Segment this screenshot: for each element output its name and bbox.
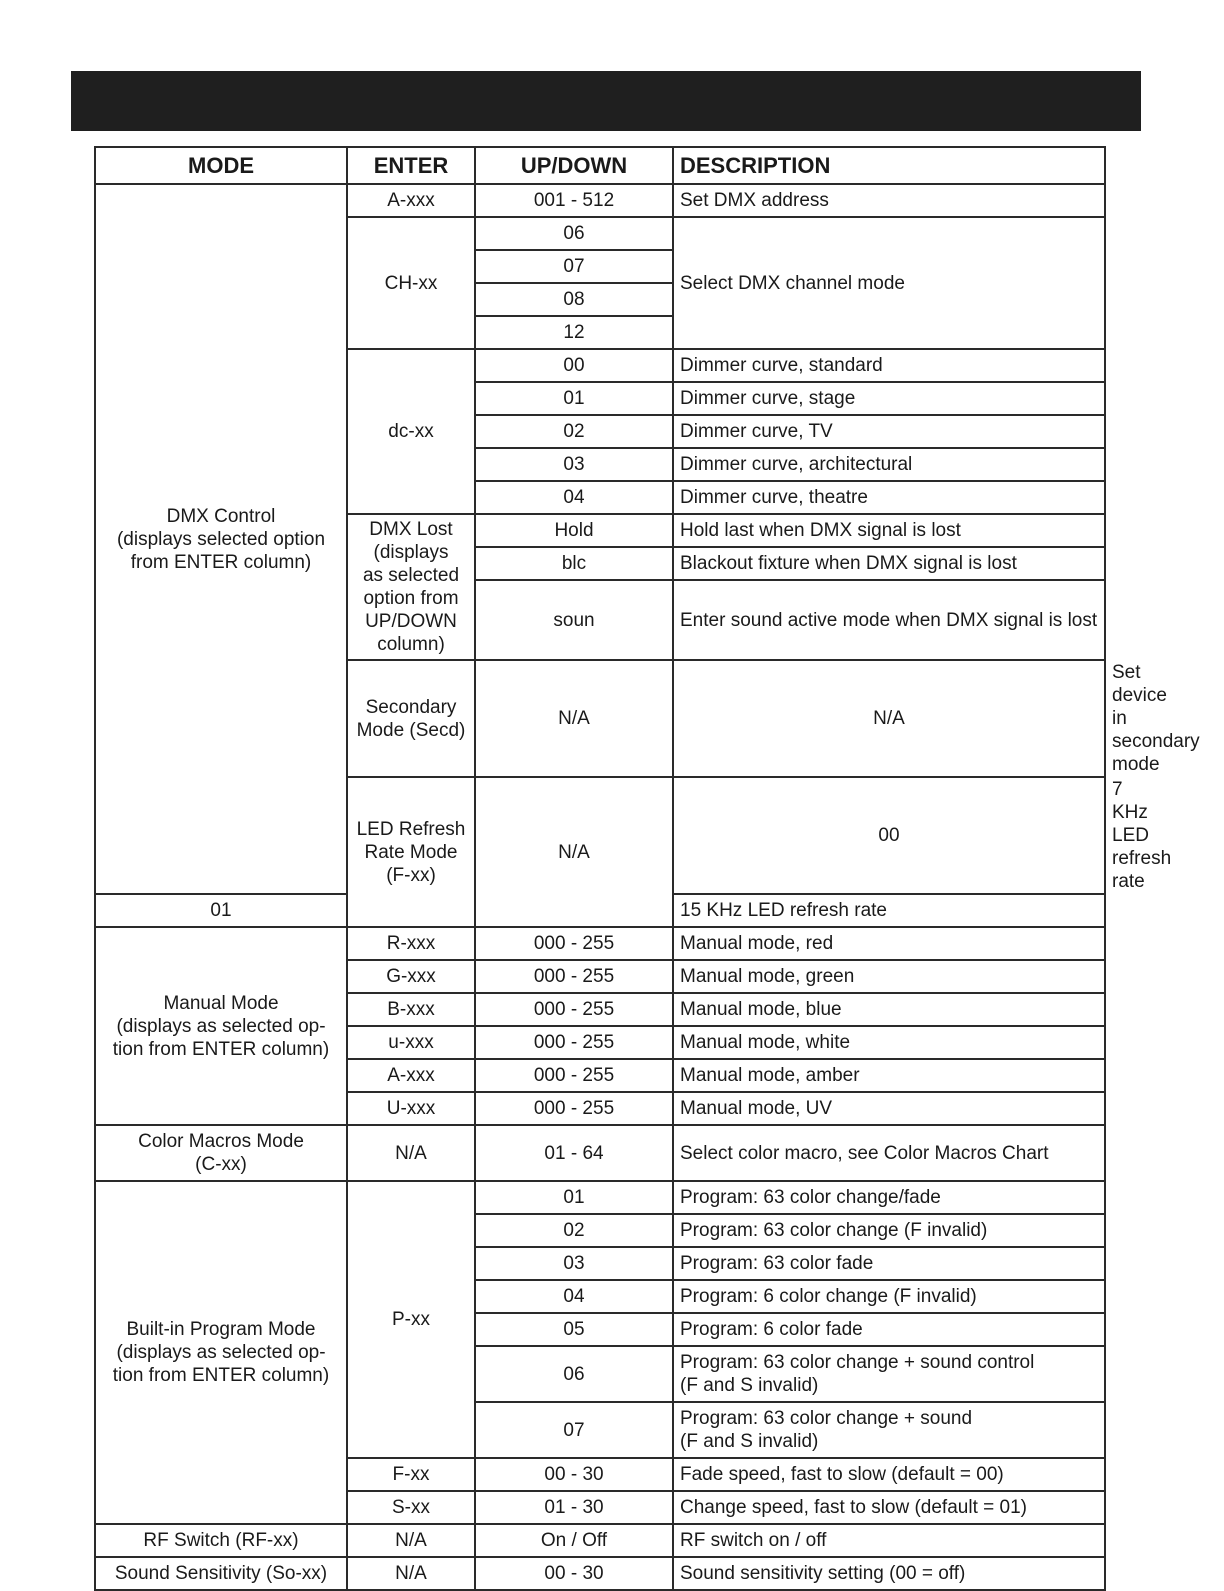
updown-cell: 000 - 255 xyxy=(475,1059,673,1092)
updown-cell: soun xyxy=(475,580,673,660)
description-cell: Blackout fixture when DMX signal is lost xyxy=(673,547,1105,580)
table-row: Secondary Mode (Secd) N/A N/A Set device in secondary mode xyxy=(95,660,1105,777)
updown-cell: 08 xyxy=(475,283,673,316)
updown-cell: Hold xyxy=(475,514,673,547)
description-cell: Program: 63 color change (F invalid) xyxy=(673,1214,1105,1247)
updown-cell: 01 - 64 xyxy=(475,1125,673,1181)
enter-cell: N/A xyxy=(475,660,673,777)
mode-header: MODE xyxy=(95,147,347,184)
description-cell: Manual mode, white xyxy=(673,1026,1105,1059)
table-row xyxy=(95,1125,1105,1181)
enter-header: ENTER xyxy=(347,147,475,184)
enter-cell: N/A xyxy=(475,777,673,927)
enter-cell: CH-xx xyxy=(347,217,475,349)
description-cell: Change speed, fast to slow (default = 01) xyxy=(673,1491,1105,1524)
updown-cell: 000 - 255 xyxy=(475,1092,673,1125)
table-row xyxy=(95,184,1105,217)
description-cell: Program: 6 color fade xyxy=(673,1313,1105,1346)
table-row xyxy=(95,927,1105,960)
updown-cell: 00 xyxy=(475,349,673,382)
table-row xyxy=(95,1557,1105,1590)
description-cell: Program: 63 color change/fade xyxy=(673,1181,1105,1214)
mode-manual: Manual Mode (displays as selected op- tion from ENTER column) xyxy=(95,927,347,1125)
updown-cell: 000 - 255 xyxy=(475,993,673,1026)
enter-cell: A-xxx xyxy=(347,1059,475,1092)
mode-sound-sensitivity: Sound Sensitivity (So-xx) xyxy=(95,1557,347,1590)
enter-cell: A-xxx xyxy=(347,184,475,217)
updown-cell: 01 - 30 xyxy=(475,1491,673,1524)
updown-cell: 00 - 30 xyxy=(475,1458,673,1491)
updown-cell: On / Off xyxy=(475,1524,673,1557)
enter-cell: dc-xx xyxy=(347,349,475,514)
updown-cell: 01 xyxy=(475,382,673,415)
updown-cell: 12 xyxy=(475,316,673,349)
description-cell: Select DMX channel mode xyxy=(673,217,1105,349)
table-row xyxy=(95,1181,1105,1214)
description-cell: Program: 63 color change + sound (F and S invalid) xyxy=(673,1402,1105,1458)
description-header: DESCRIPTION xyxy=(673,147,1105,184)
description-cell: Dimmer curve, TV xyxy=(673,415,1105,448)
enter-cell: U-xxx xyxy=(347,1092,475,1125)
updown-cell: 00 - 30 xyxy=(475,1557,673,1590)
table-row xyxy=(95,1524,1105,1557)
updown-cell: 02 xyxy=(475,1214,673,1247)
updown-cell: 05 xyxy=(475,1313,673,1346)
mode-secondary: Secondary Mode (Secd) xyxy=(347,660,475,777)
description-cell: Set DMX address xyxy=(673,184,1105,217)
enter-cell: N/A xyxy=(347,1557,475,1590)
updown-cell: blc xyxy=(475,547,673,580)
updown-cell: 03 xyxy=(475,448,673,481)
description-cell: Fade speed, fast to slow (default = 00) xyxy=(673,1458,1105,1491)
mode-dmx-control: DMX Control (displays selected option from ENTER column) xyxy=(95,184,347,894)
updown-cell: 07 xyxy=(475,250,673,283)
mode-color-macros: Color Macros Mode (C-xx) xyxy=(95,1125,347,1181)
updown-cell: 04 xyxy=(475,481,673,514)
mode-rf-switch: RF Switch (RF-xx) xyxy=(95,1524,347,1557)
enter-cell: P-xx xyxy=(347,1181,475,1458)
updown-header: UP/DOWN xyxy=(475,147,673,184)
updown-cell: 000 - 255 xyxy=(475,927,673,960)
updown-cell: 04 xyxy=(475,1280,673,1313)
enter-cell: B-xxx xyxy=(347,993,475,1026)
updown-cell: 01 xyxy=(475,1181,673,1214)
header-row xyxy=(95,147,1105,184)
description-cell: Select color macro, see Color Macros Chart xyxy=(673,1125,1105,1181)
enter-cell: R-xxx xyxy=(347,927,475,960)
description-cell: Manual mode, green xyxy=(673,960,1105,993)
enter-cell: u-xxx xyxy=(347,1026,475,1059)
enter-cell: S-xx xyxy=(347,1491,475,1524)
description-cell: 15 KHz LED refresh rate xyxy=(673,894,1105,927)
description-cell: Program: 63 color change + sound control (F and S invalid) xyxy=(673,1346,1105,1402)
enter-cell: G-xxx xyxy=(347,960,475,993)
updown-cell: 000 - 255 xyxy=(475,1026,673,1059)
updown-cell: 001 - 512 xyxy=(475,184,673,217)
mode-led-refresh: LED Refresh Rate Mode (F-xx) xyxy=(347,777,475,927)
updown-cell: 02 xyxy=(475,415,673,448)
updown-cell: 07 xyxy=(475,1402,673,1458)
description-cell: Dimmer curve, stage xyxy=(673,382,1105,415)
description-cell: Enter sound active mode when DMX signal is lost xyxy=(673,580,1105,660)
table-row: LED Refresh Rate Mode (F-xx) N/A 00 7 KHz LED refresh rate xyxy=(95,777,1105,894)
updown-cell: 06 xyxy=(475,217,673,250)
updown-cell: 06 xyxy=(475,1346,673,1402)
updown-cell: 01 xyxy=(95,894,347,927)
enter-cell: DMX Lost (displays as selected option from UP/DOWN column) xyxy=(347,514,475,660)
description-cell: Dimmer curve, architectural xyxy=(673,448,1105,481)
enter-cell: N/A xyxy=(347,1524,475,1557)
description-cell: Manual mode, blue xyxy=(673,993,1105,1026)
enter-cell: F-xx xyxy=(347,1458,475,1491)
description-cell: Hold last when DMX signal is lost xyxy=(673,514,1105,547)
description-cell: Program: 6 color change (F invalid) xyxy=(673,1280,1105,1313)
menu-table xyxy=(94,146,1200,1591)
description-cell: Dimmer curve, standard xyxy=(673,349,1105,382)
updown-cell: 000 - 255 xyxy=(475,960,673,993)
enter-cell: N/A xyxy=(347,1125,475,1181)
description-cell: Dimmer curve, theatre xyxy=(673,481,1105,514)
header-bar xyxy=(71,71,1141,131)
mode-program: Built-in Program Mode (displays as selected op- tion from ENTER column) xyxy=(95,1181,347,1524)
description-cell: Manual mode, amber xyxy=(673,1059,1105,1092)
description-cell: Manual mode, UV xyxy=(673,1092,1105,1125)
updown-cell: 00 xyxy=(673,777,1105,894)
description-cell: Program: 63 color fade xyxy=(673,1247,1105,1280)
description-cell: Manual mode, red xyxy=(673,927,1105,960)
updown-cell: 03 xyxy=(475,1247,673,1280)
description-cell: RF switch on / off xyxy=(673,1524,1105,1557)
description-cell: Sound sensitivity setting (00 = off) xyxy=(673,1557,1105,1590)
updown-cell: N/A xyxy=(673,660,1105,777)
